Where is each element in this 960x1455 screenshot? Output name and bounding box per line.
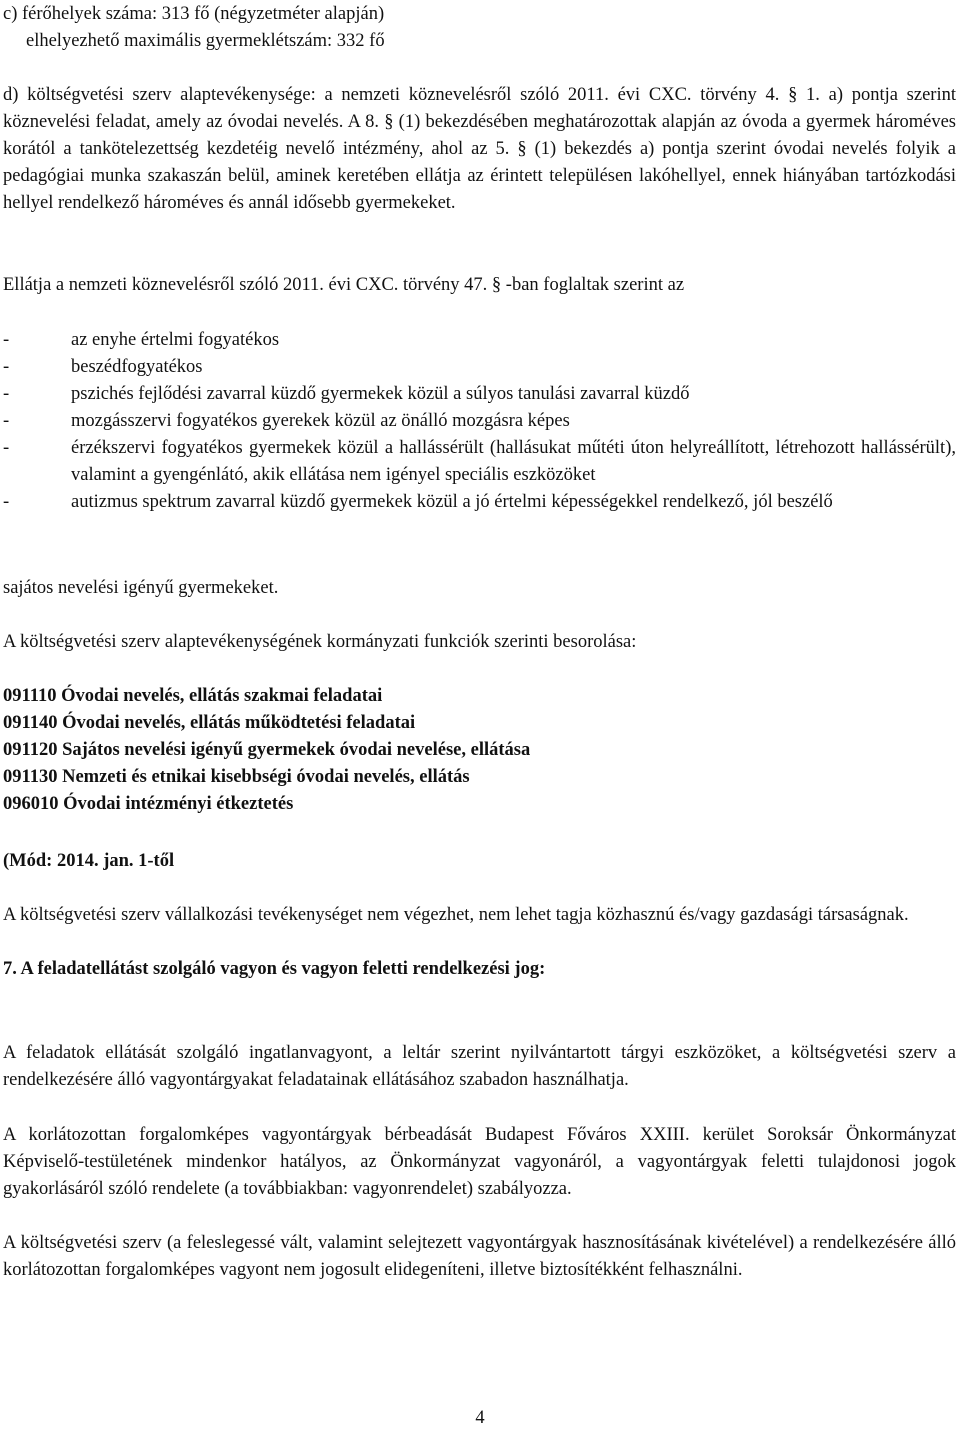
modification-note: (Mód: 2014. jan. 1-től — [3, 851, 175, 871]
served-children-list — [3, 327, 956, 516]
list-dash: - — [3, 357, 10, 377]
serves-outro: sajátos nevelési igényű gyermekeket. — [3, 578, 279, 598]
list-item — [3, 327, 956, 354]
business-activity-paragraph: A költségvetési szerv vállalkozási tevékenységet nem végezhet, nem lehet tagja közhasznú és/vagy gazdasági társaságnak. — [3, 905, 909, 925]
list-item — [3, 489, 956, 516]
list-item — [3, 435, 956, 489]
list-dash: - — [3, 492, 10, 512]
function-code-item: 091120 Sajátos nevelési igényű gyermekek óvodai nevelése, ellátása — [3, 740, 531, 760]
function-code-item: 091140 Óvodai nevelés, ellátás működtetési feladatai — [3, 713, 416, 733]
list-item-text: az enyhe értelmi fogyatékos — [71, 330, 280, 350]
function-code-item: 091130 Nemzeti és etnikai kisebbségi óvodai nevelés, ellátás — [3, 767, 470, 787]
government-function-codes — [3, 683, 530, 818]
list-item — [3, 381, 956, 408]
item-c-line-1: c) férőhelyek száma: 313 fő (négyzetméter alapján) — [3, 4, 385, 24]
list-dash: - — [3, 330, 10, 350]
list-item — [3, 408, 956, 435]
section-7-heading: 7. A feladatellátást szolgáló vagyon és vagyon feletti rendelkezési jog: — [3, 959, 546, 979]
list-item-text: autizmus spektrum zavarral küzdő gyermekek közül a jó értelmi képességekkel rendelkező, jól beszélő — [71, 492, 833, 512]
list-dash: - — [3, 438, 10, 458]
list-item-text: érzékszervi fogyatékos gyermekek közül a hallássérült (hallásukat műtéti úton helyreállított, létrehozott hallássérült), valamint a gyengénlátó, akik ellátása nem igényel speciális eszközöket — [71, 438, 956, 485]
serves-intro: Ellátja a nemzeti köznevelésről szóló 2011. évi CXC. törvény 47. § -ban foglaltak szerint az — [3, 275, 685, 295]
list-item-text: beszédfogyatékos — [71, 357, 203, 377]
item-d-paragraph: d) költségvetési szerv alaptevékenysége: a nemzeti köznevelésről szóló 2011. évi CXC. törvény 4. § 1. a) pontja szerint köznevelési feladat, amely az óvodai nevelés. A 8. § (1) bekezdésében meghatározottak alapján az óvoda a gyermek hároméves korától a tankötelezettség kezdetéig nevelő intézmény, ahol az 5. § (1) bekezdés a) pontja szerint óvodai nevelés folyik a pedagógiai munka szakaszán belül, aminek keretében ellátja az érintett településen lakóhellyel, ennek hiányában tartózkodási hellyel rendelkező hároméves és annál idősebb gyermekeket. — [3, 85, 956, 213]
list-dash: - — [3, 411, 10, 431]
list-item — [3, 354, 956, 381]
section-7-paragraph-3: A költségvetési szerv (a feleslegessé vált, valamint selejtezett vagyontárgyak hasznosításának kivételével) a rendelkezésére álló korlátozottan forgalomképes vagyont nem jogosult elidegeníteni, illetve biztosítékként felhasználni. — [3, 1233, 956, 1280]
function-code-item: 096010 Óvodai intézményi étkeztetés — [3, 794, 294, 814]
section-7-paragraph-1: A feladatok ellátását szolgáló ingatlanvagyont, a leltár szerint nyilvántartott tárgyi eszközöket, a költségvetési szerv a rendelkezésére álló vagyontárgyakat feladatainak ellátásához szabadon használhatja. — [3, 1043, 956, 1090]
list-item-text: mozgásszervi fogyatékos gyerekek közül az önálló mozgásra képes — [71, 411, 570, 431]
function-code-item: 091110 Óvodai nevelés, ellátás szakmai feladatai — [3, 686, 383, 706]
page-number: 4 — [475, 1408, 485, 1428]
item-c-line-2: elhelyezhető maximális gyermeklétszám: 332 fő — [26, 31, 385, 51]
section-7-paragraph-2: A korlátozottan forgalomképes vagyontárgyak bérbeadását Budapest Főváros XXIII. kerület Soroksár Önkormányzat Képviselő-testületének mindenkor hatályos, az Önkormányzat vagyonáról, a vagyontárgyak feletti tulajdonosi jogok gyakorlásáról szóló rendelete (a továbbiakban: vagyonrendelet) szabályozza. — [3, 1125, 956, 1199]
classification-intro: A költségvetési szerv alaptevékenységének kormányzati funkciók szerinti besorolása: — [3, 632, 637, 652]
list-dash: - — [3, 384, 10, 404]
list-item-text: pszichés fejlődési zavarral küzdő gyermekek közül a súlyos tanulási zavarral küzdő — [71, 384, 690, 404]
